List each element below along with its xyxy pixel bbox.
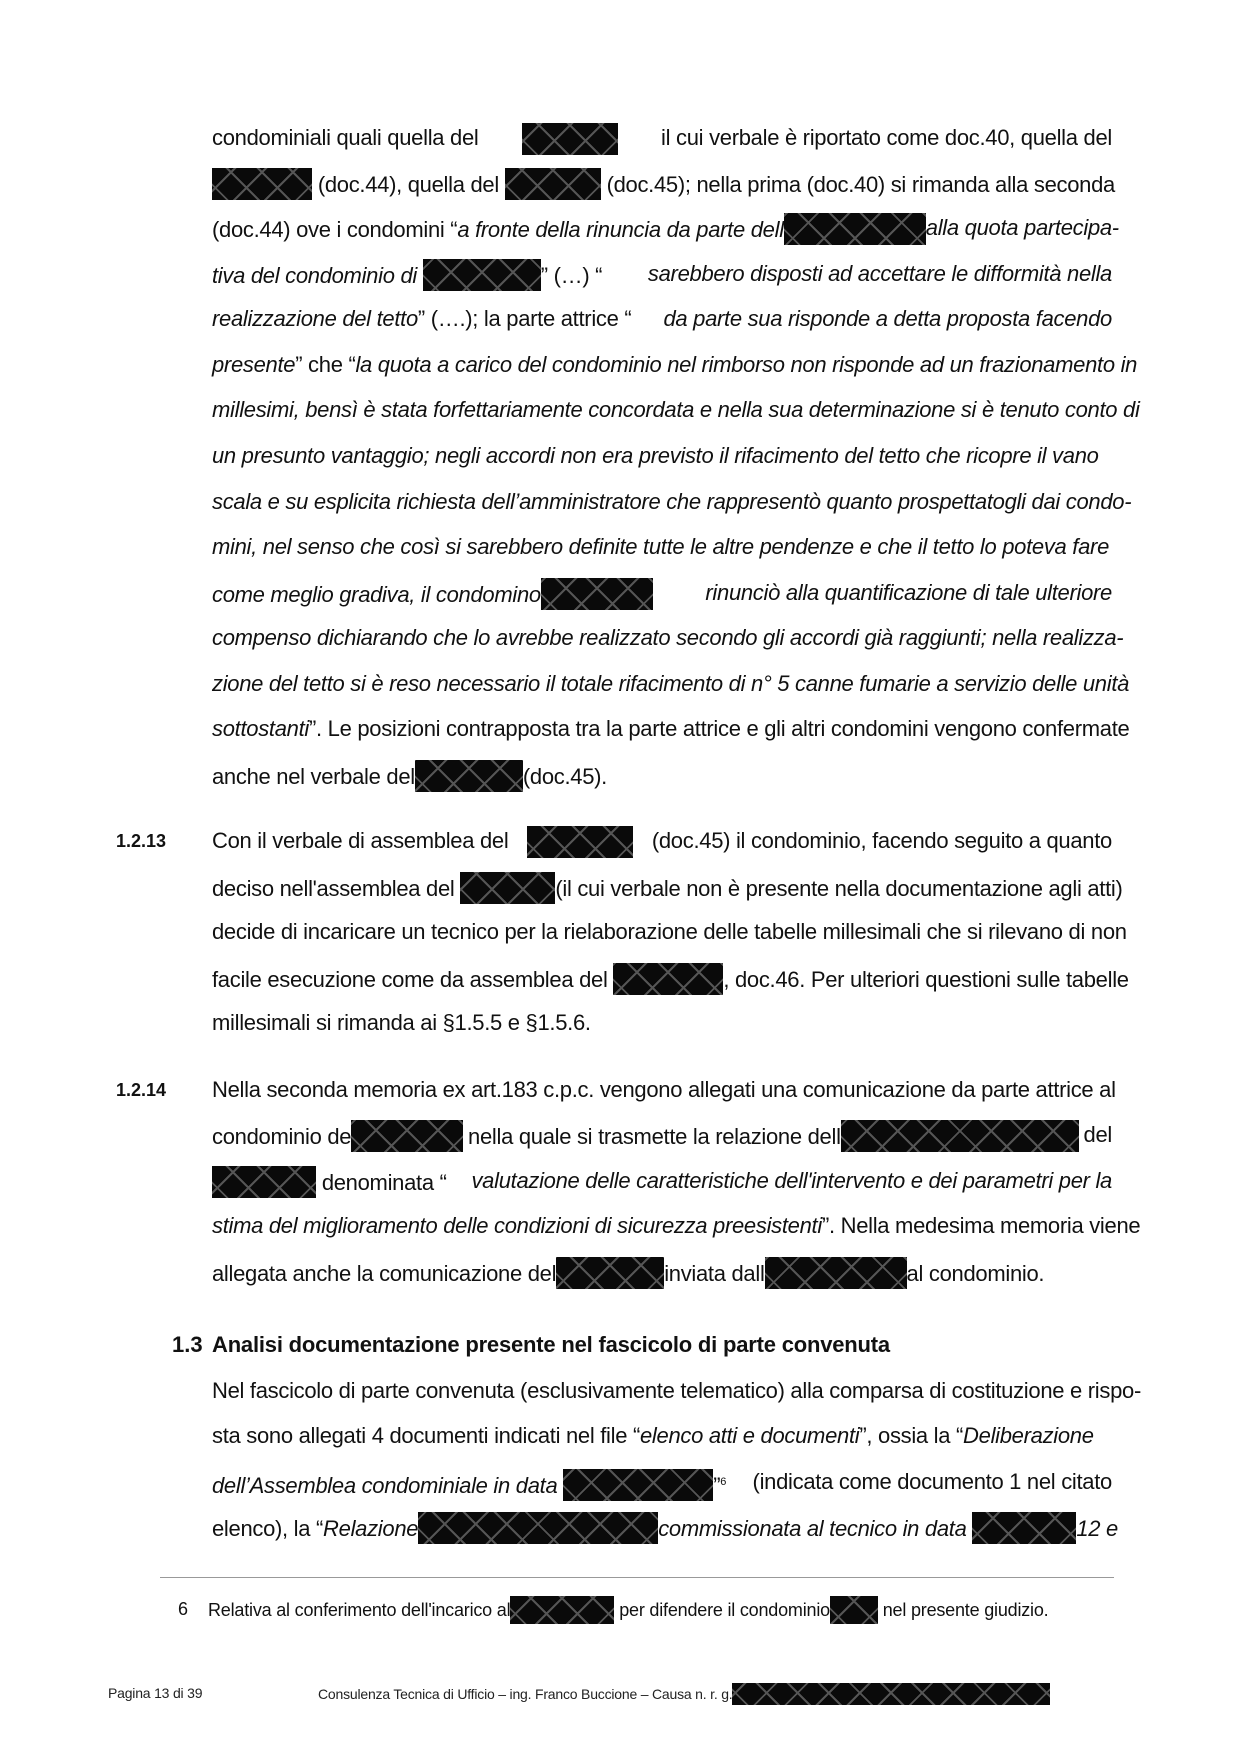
text-line: sottostanti”. Le posizioni contrapposta tra la parte attrice e gli altri condomini vengono confermate bbox=[212, 716, 1130, 741]
text-line: deciso nell'assemblea del (il cui verbale non è presente nella documentazione agli atti) bbox=[212, 872, 1112, 904]
redacted-block bbox=[841, 1120, 1079, 1152]
text-line: un presunto vantaggio; negli accordi non era previsto il rifacimento del tetto che ricopre il vano bbox=[212, 443, 1099, 468]
redacted-block bbox=[460, 872, 555, 904]
redacted-block bbox=[423, 259, 541, 291]
section-title: Analisi documentazione presente nel fascicolo di parte convenuta bbox=[212, 1332, 890, 1357]
footnote-number: 6 bbox=[178, 1599, 188, 1619]
redacted-block bbox=[522, 123, 618, 155]
redacted-block bbox=[351, 1120, 463, 1152]
redacted-block bbox=[527, 826, 633, 858]
text-line: condominio de nella quale si trasmette la relazione dell del bbox=[212, 1120, 1112, 1152]
text-line: condominiali quali quella del il cui verbale è riportato come doc.40, quella del bbox=[212, 123, 1112, 155]
text-line: millesimali si rimanda ai §1.5.5 e §1.5.6. bbox=[212, 1010, 591, 1035]
footnote-text: Relativa al conferimento dell'incarico al per difendere il condominio nel presente giudizio. bbox=[208, 1596, 1048, 1624]
redacted-block bbox=[418, 1512, 658, 1544]
redacted-block bbox=[541, 578, 653, 610]
text-line: presente” che “ la quota a carico del condominio nel rimborso non risponde ad un frazionamento in bbox=[212, 352, 1138, 377]
redacted-block bbox=[510, 1596, 614, 1624]
text-line: Con il verbale di assemblea del (doc.45) il condominio, facendo seguito a quanto bbox=[212, 826, 1112, 858]
page-number: Pagina 13 di 39 bbox=[108, 1685, 203, 1701]
redacted-block bbox=[765, 1257, 907, 1289]
redacted-block bbox=[505, 168, 601, 200]
text-line: elenco), la “Relazione commissionata al tecnico in data 12 e bbox=[212, 1512, 1112, 1544]
text-line: Nel fascicolo di parte convenuta (esclusivamente telematico) alla comparsa di costituzione e rispo- bbox=[212, 1378, 1141, 1403]
redacted-block bbox=[212, 168, 312, 200]
text-line: decide di incaricare un tecnico per la rielaborazione delle tabelle millesimali che si rilevano di non bbox=[212, 919, 1127, 944]
redacted-block bbox=[563, 1469, 713, 1501]
text-line: realizzazione del tetto” (….); la parte attrice “ da parte sua risponde a detta proposta facendo bbox=[212, 306, 1112, 331]
footnote-ref[interactable]: 6 bbox=[720, 1476, 727, 1488]
footer-text: Consulenza Tecnica di Ufficio – ing. Franco Buccione – Causa n. r. g. bbox=[318, 1683, 1050, 1705]
text-line: mini, nel senso che così si sarebbero definite tutte le altre pendenze e che il tetto lo poteva fare bbox=[212, 534, 1109, 559]
text-line: stima del miglioramento delle condizioni di sicurezza preesistenti”. Nella medesima memoria viene bbox=[212, 1213, 1141, 1238]
section-number: 1.3 bbox=[172, 1332, 203, 1357]
redacted-block bbox=[212, 1166, 316, 1198]
redacted-block bbox=[613, 963, 723, 995]
text-line: anche nel verbale del (doc.45). bbox=[212, 760, 1112, 792]
text-line: come meglio gradiva, il condomino rinunciò alla quantificazione di tale ulteriore bbox=[212, 578, 1112, 610]
text-line: millesimi, bensì è stata forfettariamente concordata e nella sua determinazione si è tenuto conto di bbox=[212, 397, 1140, 422]
redacted-block bbox=[784, 213, 926, 245]
redacted-block bbox=[732, 1683, 1050, 1705]
redacted-block bbox=[415, 760, 523, 792]
text-line: scala e su esplicita richiesta dell’amministratore che rappresentò quanto prospettatogli dai condo- bbox=[212, 489, 1132, 514]
item-number: 1.2.13 bbox=[116, 831, 167, 851]
text-line: Nella seconda memoria ex art.183 c.p.c. vengono allegati una comunicazione da parte attrice al bbox=[212, 1077, 1116, 1102]
footnote-separator bbox=[160, 1577, 1114, 1578]
item-number: 1.2.14 bbox=[116, 1080, 167, 1100]
text-line: facile esecuzione come da assemblea del , doc.46. Per ulteriori questioni sulle tabelle bbox=[212, 963, 1112, 995]
redacted-block bbox=[972, 1512, 1076, 1544]
text-line: compenso dichiarando che lo avrebbe realizzato secondo gli accordi già raggiunti; nella realizza- bbox=[212, 625, 1124, 650]
text-line: (doc.44), quella del (doc.45); nella prima (doc.40) si rimanda alla seconda bbox=[212, 168, 1112, 200]
text-line: denominata “ valutazione delle caratteristiche dell'intervento e dei parametri per la bbox=[212, 1166, 1112, 1198]
text-line: dell’Assemblea condominiale in data ”$^6$ (indicata come documento 1 nel citato bbox=[212, 1467, 1112, 1501]
redacted-block bbox=[830, 1596, 878, 1624]
text-line: tiva del condominio di ” (…) “ sarebbero disposti ad accettare le difformità nella bbox=[212, 259, 1112, 291]
text-line: (doc.44) ove i condomini “a fronte della rinuncia da parte dell alla quota partecipa- bbox=[212, 213, 1112, 245]
text-line: zione del tetto si è reso necessario il totale rifacimento di n° 5 canne fumarie a servizio delle unità bbox=[212, 671, 1130, 696]
text-line: sta sono allegati 4 documenti indicati nel file “elenco atti e documenti”, ossia la “Deliberazione bbox=[212, 1423, 1094, 1448]
text-line: allegata anche la comunicazione del inviata dall al condominio. bbox=[212, 1257, 1112, 1289]
redacted-block bbox=[556, 1257, 664, 1289]
